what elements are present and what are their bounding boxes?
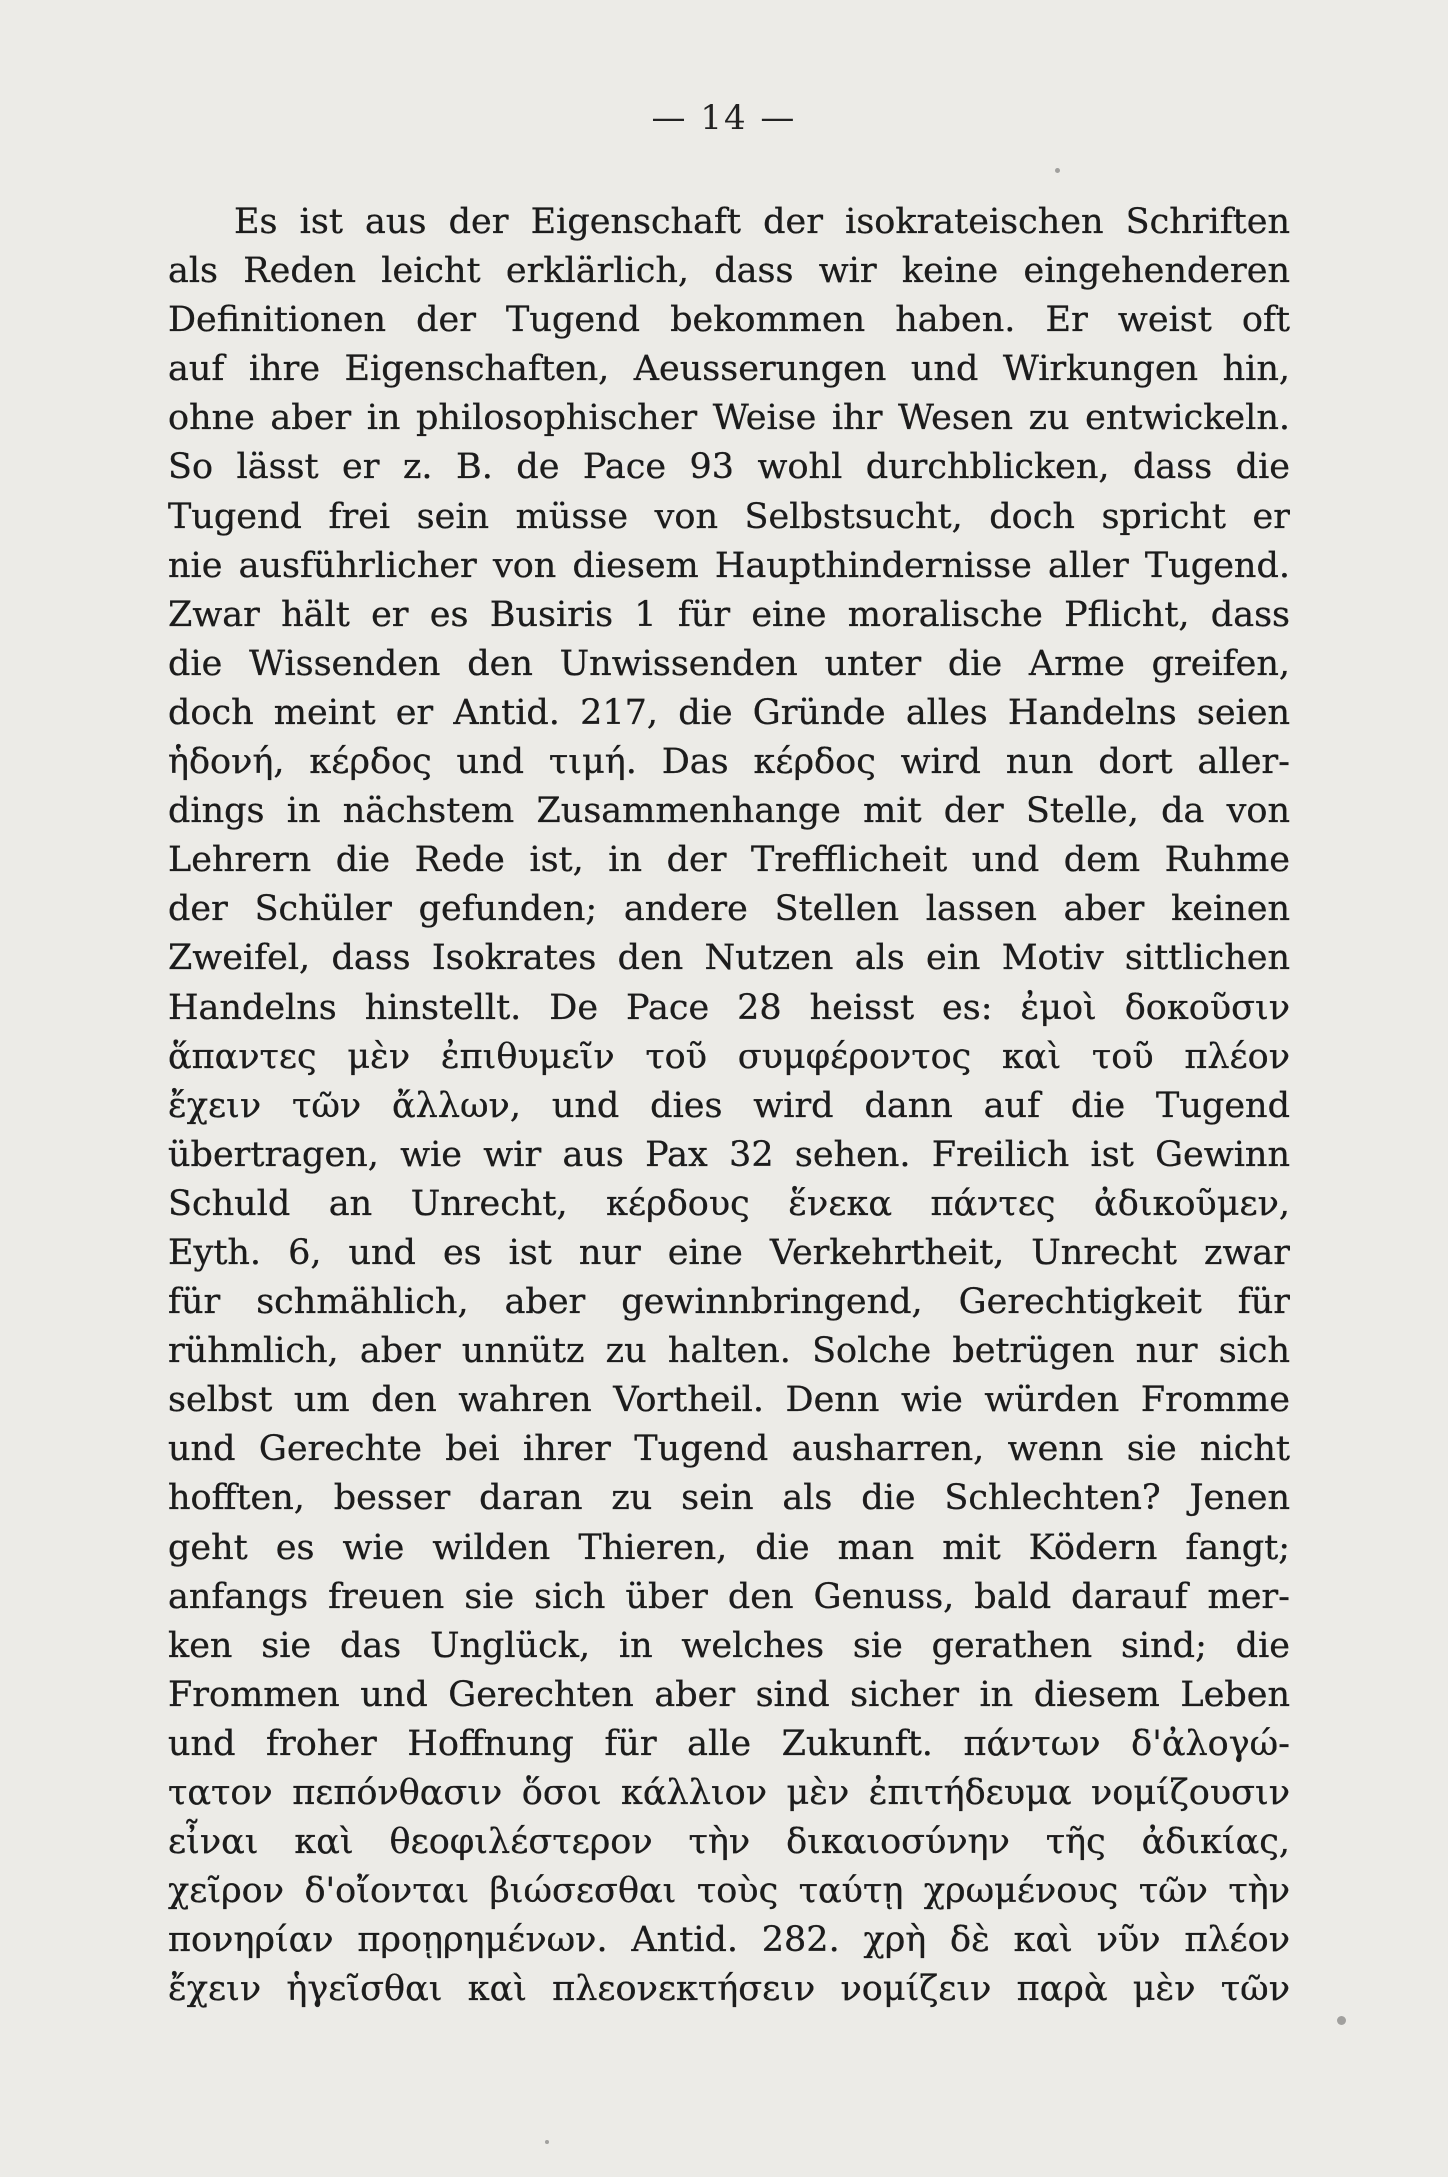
text-line: Eyth. 6, und es ist nur eine Verkehrtheit, Unrecht zwar xyxy=(168,1232,1290,1273)
paper-speck xyxy=(1055,168,1060,173)
text-line: rühmlich, aber unnütz zu halten. Solche betrügen nur sich xyxy=(168,1331,1290,1372)
text-line: So lässt er z. B. de Pace 93 wohl durchblicken, dass die xyxy=(168,447,1290,488)
text-line: ἔχειν τῶν ἄλλων, und dies wird dann auf die Tugend xyxy=(168,1085,1290,1126)
text-line: εἶναι καὶ θεοφιλέστερον τὴν δικαιοσύνην τῆς ἀδικίας, xyxy=(168,1822,1290,1863)
text-line: für schmählich, aber gewinnbringend, Gerechtigkeit für xyxy=(168,1282,1290,1323)
text-line: Schuld an Unrecht, κέρδους ἕνεκα πάντες ἀδικοῦμεν, xyxy=(168,1183,1290,1224)
text-line: doch meint er Antid. 217, die Gründe alles Handelns seien xyxy=(168,692,1290,733)
text-line: als Reden leicht erklärlich, dass wir keine eingehenderen xyxy=(168,251,1290,292)
text-line: übertragen, wie wir aus Pax 32 sehen. Freilich ist Gewinn xyxy=(168,1134,1290,1175)
text-line: dings in nächstem Zusammenhange mit der Stelle, da von xyxy=(168,791,1290,832)
text-line: Tugend frei sein müsse von Selbstsucht, doch spricht er xyxy=(168,496,1290,537)
text-line: ken sie das Unglück, in welches sie gerathen sind; die xyxy=(168,1625,1290,1666)
text-line: Definitionen der Tugend bekommen haben. Er weist oft xyxy=(168,300,1290,341)
text-line: anfangs freuen sie sich über den Genuss, bald darauf mer- xyxy=(168,1576,1290,1617)
text-line: nie ausführlicher von diesem Haupthindernisse aller Tugend. xyxy=(168,545,1290,586)
text-line: auf ihre Eigenschaften, Aeusserungen und Wirkungen hin, xyxy=(168,349,1290,390)
text-line: der Schüler gefunden; andere Stellen lassen aber keinen xyxy=(168,889,1290,930)
text-line: ἔχειν ἡγεῖσθαι καὶ πλεονεκτήσειν νομίζειν παρὰ μὲν τῶν xyxy=(168,1969,1290,2010)
text-line: Frommen und Gerechten aber sind sicher in diesem Leben xyxy=(168,1674,1290,1715)
text-line: hofften, besser daran zu sein als die Schlechten? Jenen xyxy=(168,1478,1290,1519)
paper-speck xyxy=(545,2140,549,2144)
text-line: und froher Hoffnung für alle Zukunft. πάντων δ'ἀλογώ- xyxy=(168,1723,1290,1764)
text-line: und Gerechte bei ihrer Tugend ausharren, wenn sie nicht xyxy=(168,1429,1290,1470)
paper-speck xyxy=(1337,2016,1346,2025)
text-line: πονηρίαν προῃρημένων. Antid. 282. χρὴ δὲ καὶ νῦν πλέον xyxy=(168,1920,1290,1961)
text-line: Es ist aus der Eigenschaft der isokrateischen Schriften xyxy=(234,202,1290,242)
text-line: Zwar hält er es Busiris 1 für eine moralische Pflicht, dass xyxy=(168,594,1290,635)
text-line: χεῖρον δ'οἴονται βιώσεσθαι τοὺς ταύτῃ χρωμένους τῶν τὴν xyxy=(168,1871,1290,1912)
page-number: — 14 — xyxy=(651,98,797,138)
text-line: ohne aber in philosophischer Weise ihr Wesen zu entwickeln. xyxy=(168,398,1290,439)
text-line: τατον πεπόνθασιν ὅσοι κάλλιον μὲν ἐπιτήδευμα νομίζουσιν xyxy=(168,1773,1290,1813)
text-line: ἅπαντες μὲν ἐπιθυμεῖν τοῦ συμφέροντος καὶ τοῦ πλέον xyxy=(168,1036,1290,1077)
text-line: Zweifel, dass Isokrates den Nutzen als ein Motiv sittlichen xyxy=(168,938,1290,979)
text-line: geht es wie wilden Thieren, die man mit Ködern fangt; xyxy=(168,1527,1290,1568)
text-line: selbst um den wahren Vortheil. Denn wie würden Fromme xyxy=(168,1380,1290,1421)
text-line: die Wissenden den Unwissenden unter die Arme greifen, xyxy=(168,643,1290,684)
body-text xyxy=(168,198,1290,2014)
text-line: Lehrern die Rede ist, in der Trefflicheit und dem Ruhme xyxy=(168,840,1290,881)
text-line: Handelns hinstellt. De Pace 28 heisst es: ἐμοὶ δοκοῦσιν xyxy=(168,987,1290,1028)
text-line: ἡδονή, κέρδος und τιμή. Das κέρδος wird nun dort aller- xyxy=(168,742,1290,783)
